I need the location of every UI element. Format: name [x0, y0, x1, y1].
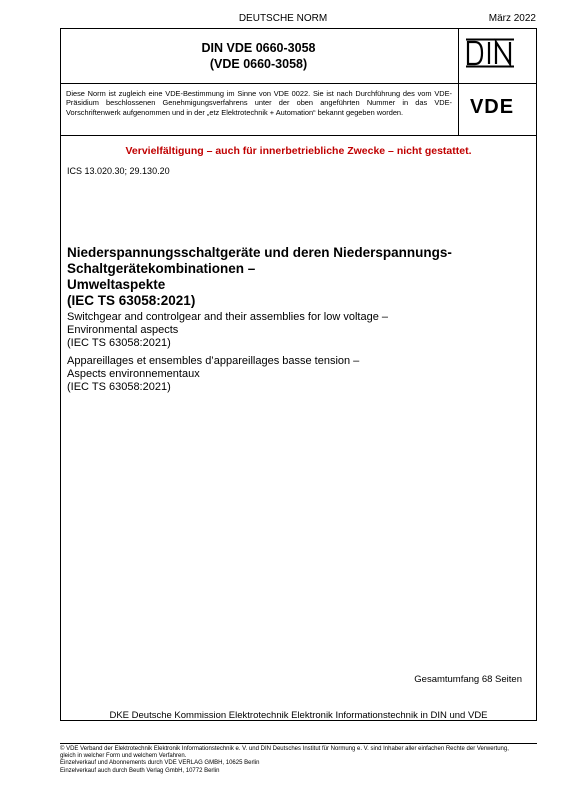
footer-line: © VDE Verband der Elektrotechnik Elektronik Informationstechnik e. V. und DIN Deutsches Institut für Normung e. V. sind Inhaber aller einfachen Rechte der Verwertung,	[60, 746, 509, 752]
publication-date: März 2022	[488, 13, 536, 24]
vde-number: (VDE 0660-3058)	[209, 57, 308, 71]
din-logo	[466, 38, 514, 68]
title-line: (IEC TS 63058:2021)	[67, 381, 171, 394]
title-line: Environmental aspects	[67, 324, 179, 337]
norm-category: DEUTSCHE NORM	[238, 13, 328, 24]
title-line: (IEC TS 63058:2021)	[67, 337, 171, 350]
dke-line: DKE Deutsche Kommission Elektrotechnik Elektronik Informationstechnik in DIN und VDE	[109, 710, 488, 721]
divider	[458, 29, 459, 135]
ics-code: ICS 13.020.30; 29.130.20	[67, 166, 170, 176]
footer-line: Einzelverkauf auch durch Beuth Verlag GmbH, 10772 Berlin	[60, 767, 220, 774]
document-number-block	[60, 40, 457, 72]
title-line: Umweltaspekte	[67, 277, 166, 292]
document-number: DIN VDE 0660-3058	[201, 41, 316, 55]
divider	[61, 135, 536, 136]
svg-text:VDE: VDE	[469, 96, 515, 117]
title-line: Niederspannungsschaltgeräte und deren Niederspannungs-	[67, 245, 452, 260]
title-line: Aspects environnementaux	[67, 368, 200, 381]
title-german	[67, 245, 507, 309]
title-line: (IEC TS 63058:2021)	[67, 293, 196, 308]
footer-line: gleich in welcher Form und welchem Verfahren.	[60, 753, 187, 760]
title-french	[67, 355, 507, 395]
total-pages: Gesamtumfang 68 Seiten	[414, 674, 522, 685]
footer-divider	[60, 743, 537, 744]
title-line: Switchgear and controlgear and their assemblies for low voltage –	[67, 311, 389, 323]
title-english	[67, 311, 507, 351]
divider	[61, 83, 536, 84]
copyright-footer	[60, 746, 540, 775]
footer-line: Einzelverkauf und Abonnements durch VDE VERLAG GMBH, 10625 Berlin	[60, 760, 260, 767]
vde-notice: Diese Norm ist zugleich eine VDE-Bestimmung im Sinne von VDE 0022. Sie ist nach Durchführung des vom VDE-Präsidium beschlossenen Genehmigungsverfahrens unter der oben angeführten Nummer in das VDE-Vorschriftenwerk aufgenommen und in der „etz Elektrotechnik + Automation“ bekannt gegeben worden.	[66, 89, 452, 117]
vde-logo	[460, 95, 524, 117]
title-line: Schaltgerätekombinationen –	[67, 261, 256, 276]
reproduction-warning: Vervielfältigung – auch für innerbetriebliche Zwecke – nicht gestattet.	[125, 145, 472, 157]
title-line: Appareillages et ensembles d’appareillages basse tension –	[67, 355, 360, 367]
